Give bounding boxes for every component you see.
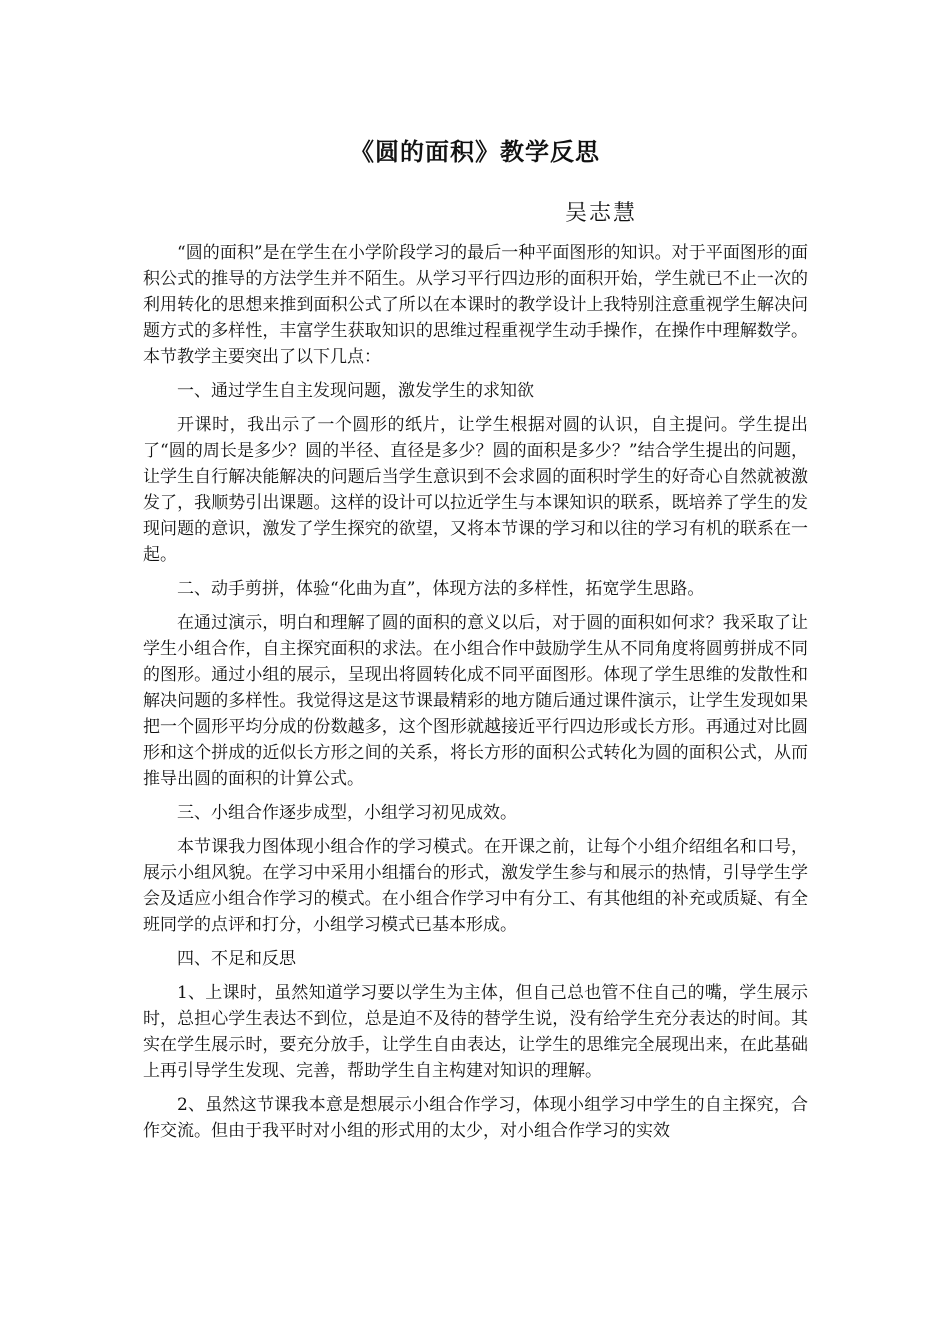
section-2-paragraph: 在通过演示，明白和理解了圆的面积的意义以后，对于圆的面积如何求？我采取了让学生小组合作，自主探究面积的求法。在小组合作中鼓励学生从不同角度将圆剪拼成不同的图形。通过小组的展示，呈现出将圆转化成不同平面图形。体现了学生思维的发散性和解决问题的多样性。我觉得这是这节课最精彩的地方随后通过课件演示，让学生发现如果把一个圆形平均分成的份数越多，这个图形就越接近平行四边形或长方形。再通过对比圆形和这个拼成的近似长方形之间的关系，将长方形的面积公式转化为圆的面积公式，从而推导出圆的面积的计算公式。	[143, 613, 808, 789]
intro-paragraph: “圆的面积”是在学生在小学阶段学习的最后一种平面图形的知识。对于平面图形的面积公式的推导的方法学生并不陌生。从学习平行四边形的面积开始，学生就已不止一次的利用转化的思想来推到面积公式了所以在本课时的教学设计上我特别注意重视学生解决问题方式的多样性，丰富学生获取知识的思维过程重视学生动手操作，在操作中理解数学。本节教学主要突出了以下几点：	[143, 243, 808, 367]
document-title: 《圆的面积》教学反思	[350, 137, 600, 166]
section-3-paragraph: 本节课我力图体现小组合作的学习模式。在开课之前，让每个小组介绍组名和口号，展示小组风貌。在学习中采用小组擂台的形式，激发学生参与和展示的热情，引导学生学会及适应小组合作学习的模式。在小组合作学习中有分工、有其他组的补充或质疑、有全班同学的点评和打分，小组学习模式已基本形成。	[143, 837, 808, 935]
section-heading-3: 三、小组合作逐步成型，小组学习初见成效。	[177, 803, 517, 823]
document-author: 吴志慧	[565, 201, 638, 226]
reflection-paragraph-1: 1、上课时，虽然知道学习要以学生为主体，但自己总也管不住自己的嘴，学生展示时，总担心学生表达不到位，总是迫不及待的替学生说，没有给学生充分表达的时间。其实在学生展示时，要充分放手，让学生自由表达，让学生的思维完全展现出来，在此基础上再引导学生发现、完善，帮助学生自主构建对知识的理解。	[143, 983, 808, 1081]
section-heading-2: 二、动手剪拼，体验“化曲为直”，体现方法的多样性，拓宽学生思路。	[177, 579, 705, 599]
section-heading-1: 一、通过学生自主发现问题，激发学生的求知欲	[177, 381, 534, 401]
reflection-paragraph-2: 2、虽然这节课我本意是想展示小组合作学习，体现小组学习中学生的自主探究，合作交流。但由于我平时对小组的形式用的太少，对小组合作学习的实效	[143, 1095, 808, 1141]
document-body	[143, 240, 808, 1152]
section-1-paragraph: 开课时，我出示了一个圆形的纸片，让学生根据对圆的认识，自主提问。学生提出了“圆的周长是多少？圆的半径、直径是多少？圆的面积是多少？”结合学生提出的问题，让学生自行解决能解决的问题后当学生意识到不会求圆的面积时学生的好奇心自然就被激发了，我顺势引出课题。这样的设计可以拉近学生与本课知识的联系，既培养了学生的发现问题的意识，激发了学生探究的欲望，又将本节课的学习和以往的学习有机的联系在一起。	[143, 415, 808, 565]
section-heading-4: 四、不足和反思	[177, 949, 296, 969]
